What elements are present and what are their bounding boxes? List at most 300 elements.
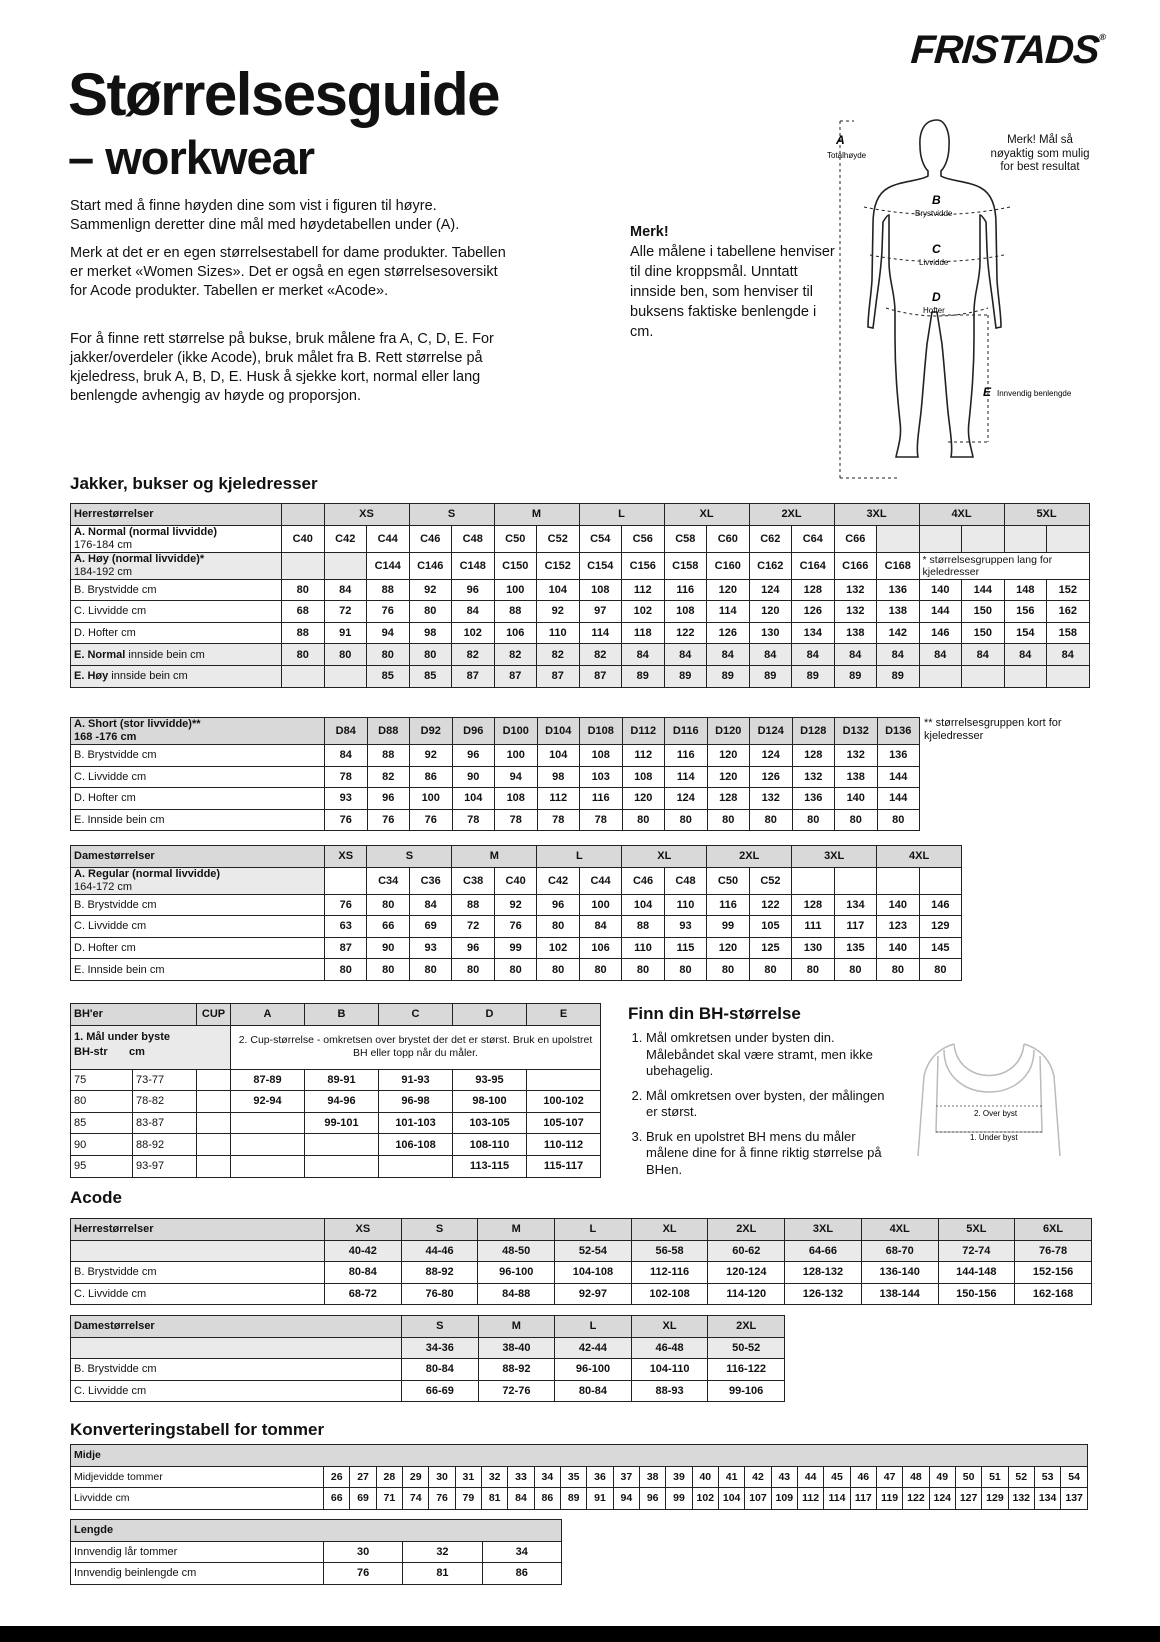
herre-header-row [71, 504, 1090, 526]
size-code [325, 867, 367, 894]
value-cell: 37 [613, 1466, 639, 1488]
value-cell: 80 [622, 809, 665, 831]
empty-cell [71, 1240, 325, 1262]
value-cell: 99 [494, 937, 536, 959]
value-cell: 92 [409, 579, 452, 601]
value-cell: 100 [579, 894, 621, 916]
value-cell: 134 [792, 622, 835, 644]
dame-size-table [70, 845, 962, 981]
value-cell: 136 [877, 745, 920, 767]
size-code: C46 [409, 525, 452, 552]
intro-paragraph-1: Start med å finne høyden dine som vist i figuren til høyre. Sammenlign deretter dine mål med høydetabellen under (A). [70, 198, 460, 233]
size-range: 48-50 [478, 1240, 555, 1262]
size-code: D116 [665, 718, 708, 745]
value-cell: 138 [877, 601, 920, 623]
value-cell: 78 [580, 809, 623, 831]
acode-herre-header-row [71, 1219, 1092, 1241]
bh-header-row [71, 1004, 601, 1026]
size-code: C42 [537, 867, 579, 894]
value-cell: 84 [834, 644, 877, 666]
size-code: D112 [622, 718, 665, 745]
note-heading: Merk! [630, 224, 669, 240]
value-cell: 144 [877, 766, 920, 788]
value-cell: 128 [792, 579, 835, 601]
lengde-conversion-table [70, 1519, 562, 1585]
value-cell: 80 [367, 644, 410, 666]
value-cell: 42 [745, 1466, 771, 1488]
value-cell: 90 [367, 937, 409, 959]
value-cell: 128-132 [785, 1262, 862, 1284]
value-cell: 162-168 [1015, 1283, 1092, 1305]
bh-guide-step-3: 3. Bruk en upolstret BH mens du måler målene dine for å finne riktig størrelse på BHen. [646, 1129, 898, 1179]
value-cell: 82 [537, 644, 580, 666]
value-cell: 49 [929, 1466, 955, 1488]
value-cell [962, 665, 1005, 687]
value-cell: 148 [1004, 579, 1047, 601]
value-cell: 50 [955, 1466, 981, 1488]
bh-cup-value [231, 1112, 305, 1134]
empty-cell [282, 504, 325, 526]
bh-cm: 73-77 [133, 1069, 197, 1091]
size-code: C166 [834, 552, 877, 579]
size-code: C150 [494, 552, 537, 579]
value-cell: 88 [367, 579, 410, 601]
size-group: XL [631, 1316, 708, 1338]
size-code [324, 552, 367, 579]
bh-cup-a: A [231, 1004, 305, 1026]
size-code: C152 [537, 552, 580, 579]
value-cell: 138 [834, 622, 877, 644]
value-cell: 84 [792, 644, 835, 666]
value-cell: 140 [877, 894, 919, 916]
herre-header-label: Herrestørrelser [71, 504, 282, 526]
lengde-lar-row [71, 1541, 562, 1563]
value-cell: 84 [579, 916, 621, 938]
bra-illustration [914, 1036, 1064, 1160]
value-cell: 94 [495, 766, 538, 788]
bh-cup-e: E [527, 1004, 601, 1026]
value-cell: 38 [640, 1466, 666, 1488]
bh-size: 90 [71, 1134, 133, 1156]
value-cell: 124 [665, 788, 708, 810]
value-cell: 112 [622, 579, 665, 601]
value-cell: 80 [409, 601, 452, 623]
value-cell: 68-72 [325, 1283, 402, 1305]
value-cell: 88-92 [478, 1359, 555, 1381]
value-cell: 80 [792, 809, 835, 831]
size-group: 2XL [708, 1316, 785, 1338]
value-cell: 144 [962, 579, 1005, 601]
value-cell: 116 [664, 579, 707, 601]
value-cell: 84 [325, 745, 368, 767]
table-row [71, 809, 920, 831]
size-code: C44 [579, 867, 621, 894]
value-cell: 134 [834, 894, 876, 916]
value-cell: 108 [579, 579, 622, 601]
value-cell: 85 [367, 665, 410, 687]
value-cell: 81 [482, 1488, 508, 1510]
value-cell: 80 [409, 959, 451, 981]
short-header-row [71, 718, 920, 745]
brand-logo: FRISTADS® [909, 28, 1106, 72]
value-cell: 104 [452, 788, 495, 810]
size-code [919, 867, 961, 894]
size-code: D84 [325, 718, 368, 745]
bh-cup-value: 108-110 [453, 1134, 527, 1156]
size-code [877, 867, 919, 894]
value-cell: 80 [622, 959, 664, 981]
size-code: C60 [707, 525, 750, 552]
value-cell: 138-144 [861, 1283, 938, 1305]
value-cell: 96 [537, 894, 579, 916]
value-cell: 102 [622, 601, 665, 623]
empty-cell [197, 1091, 231, 1113]
table-row [71, 644, 1090, 666]
value-cell: 136 [792, 788, 835, 810]
size-code: D88 [367, 718, 410, 745]
value-cell: 80 [324, 644, 367, 666]
row-label: C. Livvidde cm [71, 1283, 325, 1305]
bh-cup-value [527, 1069, 601, 1091]
size-code: C46 [622, 867, 664, 894]
value-cell: 96 [640, 1488, 666, 1510]
size-code [1004, 525, 1047, 552]
size-group: L [555, 1316, 632, 1338]
value-cell: 108 [580, 745, 623, 767]
bh-cup-value: 91-93 [379, 1069, 453, 1091]
value-cell: 76 [494, 916, 536, 938]
value-cell: 26 [324, 1466, 350, 1488]
value-cell: 109 [771, 1488, 797, 1510]
bh-cup-header: CUP [197, 1004, 231, 1026]
size-group: M [478, 1316, 555, 1338]
value-cell: 106 [579, 937, 621, 959]
value-cell: 88 [494, 601, 537, 623]
bh-size: 80 [71, 1091, 133, 1113]
herre-hoy-label-title: A. Høy (normal livvidde)* [74, 552, 205, 565]
value-cell: 69 [409, 916, 451, 938]
value-cell: 114 [665, 766, 708, 788]
herre-hoy-label [71, 552, 282, 579]
value-cell: 84 [707, 644, 750, 666]
value-cell: 134 [1034, 1488, 1060, 1510]
value-cell: 34 [534, 1466, 560, 1488]
value-cell: 71 [376, 1488, 402, 1510]
value-cell: 120 [707, 937, 749, 959]
value-cell: 120 [707, 766, 750, 788]
size-code: D92 [410, 718, 453, 745]
size-group: L [555, 1219, 632, 1241]
size-code: C44 [367, 525, 410, 552]
size-code: D136 [877, 718, 920, 745]
size-code: C64 [792, 525, 835, 552]
row-label: E. Innside bein cm [71, 959, 325, 981]
value-cell: 86 [482, 1563, 561, 1585]
empty-cell [197, 1134, 231, 1156]
value-cell: 146 [919, 622, 962, 644]
bh-cup-value: 89-91 [305, 1069, 379, 1091]
value-cell: 88 [282, 622, 325, 644]
size-range: 44-46 [401, 1240, 478, 1262]
value-cell [1047, 665, 1090, 687]
value-cell: 132 [834, 601, 877, 623]
value-cell: 28 [376, 1466, 402, 1488]
value-cell: 32 [403, 1541, 482, 1563]
value-cell: 78 [325, 766, 368, 788]
size-group: 4XL [877, 846, 962, 868]
size-code: C48 [664, 867, 706, 894]
value-cell: 138 [835, 766, 878, 788]
size-group: L [537, 846, 622, 868]
value-cell: 129 [982, 1488, 1008, 1510]
size-group: XS [324, 504, 409, 526]
value-cell: 76 [429, 1488, 455, 1510]
bh-cup-value [305, 1155, 379, 1177]
value-cell: 86 [534, 1488, 560, 1510]
value-cell: 88-92 [401, 1262, 478, 1284]
bh-cup-value: 105-107 [527, 1112, 601, 1134]
value-cell: 124 [750, 745, 793, 767]
value-cell: 152 [1047, 579, 1090, 601]
value-cell: 112 [537, 788, 580, 810]
value-cell: 32 [482, 1466, 508, 1488]
section-title-acode: Acode [70, 1188, 122, 1207]
size-code: C154 [579, 552, 622, 579]
value-cell: 72 [452, 916, 494, 938]
bh-cup-value [305, 1134, 379, 1156]
bh-cup-value: 100-102 [527, 1091, 601, 1113]
value-cell: 112-116 [631, 1262, 708, 1284]
value-cell: 106 [494, 622, 537, 644]
value-cell: 80 [877, 959, 919, 981]
value-cell: 99 [707, 916, 749, 938]
value-cell: 72-76 [478, 1380, 555, 1402]
bh-cm: 83-87 [133, 1112, 197, 1134]
acode-herre-range-row [71, 1240, 1092, 1262]
value-cell: 114-120 [708, 1283, 785, 1305]
value-cell: 84 [962, 644, 1005, 666]
table-row [71, 665, 1090, 687]
value-cell: 114 [579, 622, 622, 644]
table-row [71, 601, 1090, 623]
bh-cup-value: 94-96 [305, 1091, 379, 1113]
bh-cup-value: 103-105 [453, 1112, 527, 1134]
bh-cup-value: 110-112 [527, 1134, 601, 1156]
value-cell [282, 665, 325, 687]
empty-cell [197, 1112, 231, 1134]
short-label-title: A. Short (stor livvidde)** [74, 718, 201, 730]
value-cell: 66 [324, 1488, 350, 1510]
row-label: C. Livvidde cm [71, 766, 325, 788]
size-code: C148 [452, 552, 495, 579]
value-cell: 72 [324, 601, 367, 623]
bh-instruction-row [71, 1025, 601, 1069]
row-label-rest: innside bein cm [125, 648, 205, 661]
bh-guide-step-2: 2. Mål omkretsen over bysten, der målingen er størst. [646, 1088, 898, 1121]
value-cell: 80 [664, 959, 706, 981]
value-cell: 137 [1061, 1488, 1088, 1510]
value-cell: 100 [410, 788, 453, 810]
value-cell: 144 [919, 601, 962, 623]
value-cell: 107 [745, 1488, 771, 1510]
size-code: C160 [707, 552, 750, 579]
value-cell: 110 [622, 937, 664, 959]
table-row [71, 894, 962, 916]
value-cell: 124 [749, 579, 792, 601]
value-cell: 76 [410, 809, 453, 831]
value-cell: 47 [876, 1466, 902, 1488]
value-cell: 80 [494, 959, 536, 981]
value-cell: 126-132 [785, 1283, 862, 1305]
value-cell: 132 [792, 766, 835, 788]
value-cell: 115 [664, 937, 706, 959]
value-cell: 88 [622, 916, 664, 938]
size-code: C62 [749, 525, 792, 552]
value-cell: 84 [409, 894, 451, 916]
size-code: C168 [877, 552, 920, 579]
value-cell: 74 [403, 1488, 429, 1510]
value-cell: 102 [692, 1488, 718, 1510]
value-cell: 152-156 [1015, 1262, 1092, 1284]
value-cell: 84-88 [478, 1283, 555, 1305]
herre-hoy-row [71, 552, 1090, 579]
value-cell: 89 [792, 665, 835, 687]
value-cell: 98 [409, 622, 452, 644]
bh-cup-value [231, 1155, 305, 1177]
value-cell: 120-124 [708, 1262, 785, 1284]
value-cell: 120 [707, 745, 750, 767]
value-cell: 80 [537, 959, 579, 981]
dame-regular-row [71, 867, 962, 894]
row-label: B. Brystvidde cm [71, 579, 282, 601]
value-cell: 128 [792, 894, 834, 916]
value-cell: 128 [792, 745, 835, 767]
size-range: 46-48 [631, 1337, 708, 1359]
row-label: Midjevidde tommer [71, 1466, 324, 1488]
value-cell: 93 [409, 937, 451, 959]
measure-c-letter: C [932, 242, 941, 256]
value-cell: 112 [622, 745, 665, 767]
acode-herre-label: Herrestørrelser [71, 1219, 325, 1241]
value-cell: 100 [494, 579, 537, 601]
size-code: C42 [324, 525, 367, 552]
value-cell: 132 [1008, 1488, 1034, 1510]
size-group: XS [325, 1219, 402, 1241]
footer-bar [0, 1626, 1160, 1642]
measure-d-label: Hofter [923, 306, 945, 315]
size-code [834, 867, 876, 894]
value-cell: 80-84 [402, 1359, 479, 1381]
midje-header-row [71, 1445, 1088, 1467]
bh-cup-b: B [305, 1004, 379, 1026]
value-cell: 117 [834, 916, 876, 938]
value-cell: 92-97 [555, 1283, 632, 1305]
bh-cup-d: D [453, 1004, 527, 1026]
value-cell [324, 665, 367, 687]
value-cell: 34 [482, 1541, 561, 1563]
size-group: XL [622, 846, 707, 868]
value-cell: 35 [561, 1466, 587, 1488]
value-cell: 146 [919, 894, 961, 916]
size-range: 64-66 [785, 1240, 862, 1262]
midje-header: Midje [71, 1445, 1088, 1467]
value-cell: 79 [455, 1488, 481, 1510]
row-label-bold: E. Høy [74, 670, 109, 683]
size-range: 60-62 [708, 1240, 785, 1262]
value-cell [919, 665, 962, 687]
value-cell: 105 [749, 916, 791, 938]
measure-b-label: Brystvidde [915, 209, 953, 218]
value-cell: 132 [834, 579, 877, 601]
value-cell: 96 [452, 745, 495, 767]
value-cell: 145 [919, 937, 961, 959]
value-cell: 94 [367, 622, 410, 644]
value-cell: 97 [579, 601, 622, 623]
size-group: 5XL [938, 1219, 1015, 1241]
bh-cup-value: 92-94 [231, 1091, 305, 1113]
table-row [71, 788, 920, 810]
value-cell: 88 [367, 745, 410, 767]
value-cell: 76 [325, 809, 368, 831]
measure-d-letter: D [932, 290, 941, 304]
size-code: C50 [494, 525, 537, 552]
size-group: 3XL [834, 504, 919, 526]
table-row [71, 766, 920, 788]
value-cell: 158 [1047, 622, 1090, 644]
value-cell: 76-80 [401, 1283, 478, 1305]
value-cell: 31 [455, 1466, 481, 1488]
value-cell: 125 [749, 937, 791, 959]
value-cell: 114 [824, 1488, 850, 1510]
bh-cup-value: 101-103 [379, 1112, 453, 1134]
value-cell: 127 [955, 1488, 981, 1510]
size-code [282, 552, 325, 579]
value-cell: 150-156 [938, 1283, 1015, 1305]
value-cell: 104-108 [555, 1262, 632, 1284]
measure-lines [840, 121, 1010, 478]
midje-cm-row [71, 1488, 1088, 1510]
note-block [630, 222, 840, 342]
row-label: D. Hofter cm [71, 788, 325, 810]
herre-normal-label-subtitle: 176-184 cm [74, 538, 133, 551]
value-cell: 89 [561, 1488, 587, 1510]
size-code [792, 867, 834, 894]
value-cell: 110 [664, 894, 706, 916]
over-bust-label: 2. Over byst [974, 1109, 1018, 1118]
value-cell: 111 [792, 916, 834, 938]
row-label: B. Brystvidde cm [71, 1359, 402, 1381]
value-cell: 76 [367, 601, 410, 623]
row-label-rest: innside bein cm [108, 670, 188, 683]
bh-cup-value [379, 1155, 453, 1177]
value-cell: 84 [877, 644, 920, 666]
bh-cup-value: 93-95 [453, 1069, 527, 1091]
section-title-jakker: Jakker, bukser og kjeledresser [70, 474, 318, 493]
table-row [71, 1069, 601, 1091]
value-cell: 144-148 [938, 1262, 1015, 1284]
value-cell: 80 [707, 809, 750, 831]
value-cell: 130 [749, 622, 792, 644]
value-cell: 96 [367, 788, 410, 810]
value-cell: 116-122 [708, 1359, 785, 1381]
size-code: C48 [452, 525, 495, 552]
value-cell: 30 [324, 1541, 403, 1563]
value-cell: 52 [1008, 1466, 1034, 1488]
value-cell: 66-69 [402, 1380, 479, 1402]
value-cell: 98 [537, 766, 580, 788]
size-range: 40-42 [325, 1240, 402, 1262]
size-code: D108 [580, 718, 623, 745]
